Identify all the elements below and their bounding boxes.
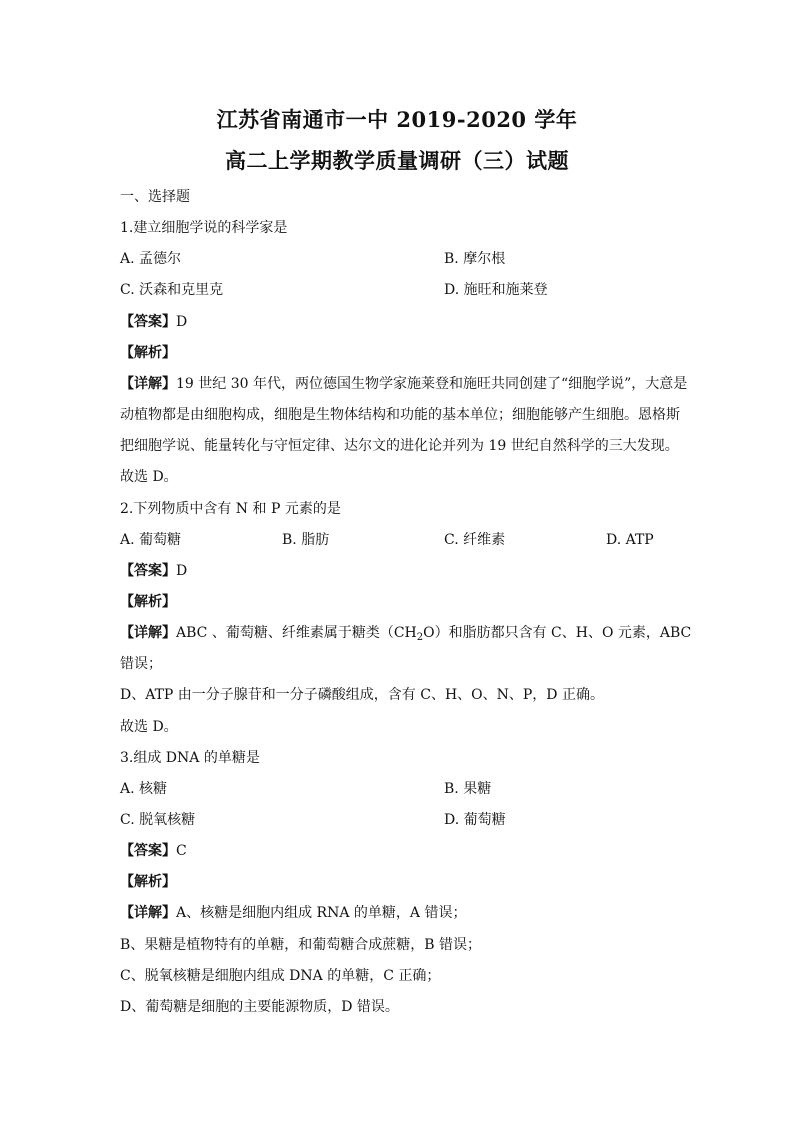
q3-option-a: A. 核糖 bbox=[120, 781, 168, 797]
document-title-line1: 江苏省南通市一中 2019-2020 学年 bbox=[216, 107, 578, 132]
q2-answer bbox=[120, 562, 187, 580]
q1-answer bbox=[120, 313, 187, 331]
q3-detail-text-3: C、脱氧核糖是细胞内组成 DNA 的单糖，C 正确； bbox=[120, 968, 441, 984]
q3-detail-text-4: D、葡萄糖是细胞的主要能源物质，D 错误。 bbox=[120, 999, 399, 1015]
answer-value: C bbox=[176, 843, 187, 859]
q3-detail-text-2: B、果糖是植物特有的单糖，和葡萄糖合成蔗糖，B 错误； bbox=[120, 937, 482, 953]
q2-option-b: B. 脂肪 bbox=[282, 532, 330, 548]
q1-detail-text-3: 把细胞学说、能量转化与守恒定律、达尔文的进化论并列为 19 世纪自然科学的三大发现。 bbox=[120, 438, 679, 454]
q2-option-c: C. 纤维素 bbox=[444, 532, 506, 548]
q2-detail-text-3: D、ATP 由一分子腺苷和一分子磷酸组成，含有 C、H、O、N、P，D 正确。 bbox=[120, 687, 604, 703]
q1-stem: 1.建立细胞学说的科学家是 bbox=[120, 220, 288, 236]
detail-tag: 【详解】 bbox=[120, 376, 176, 392]
q2-detail-line bbox=[120, 624, 691, 642]
q3-detail-line bbox=[120, 904, 466, 922]
q1-option-a: A. 孟德尔 bbox=[120, 251, 182, 267]
q2-option-d: D. ATP bbox=[606, 532, 654, 548]
q1-detail-text-2: 动植物都是由细胞构成，细胞是生物体结构和功能的基本单位；细胞能够产生细胞。恩格斯 bbox=[120, 407, 680, 423]
q2-detail-text-b: O）和脂肪都只含有 C、H、O 元素，ABC bbox=[423, 625, 692, 641]
q1-analysis-tag: 【解析】 bbox=[120, 345, 176, 361]
q2-option-a: A. 葡萄糖 bbox=[120, 532, 182, 548]
answer-tag: 【答案】 bbox=[120, 563, 176, 579]
q1-detail-line bbox=[120, 375, 687, 393]
q2-detail-text-a: ABC 、葡萄糖、纤维素属于糖类（CH bbox=[176, 625, 417, 641]
section-heading: 一、选择题 bbox=[120, 189, 190, 205]
q2-stem: 2.下列物质中含有 N 和 P 元素的是 bbox=[120, 501, 341, 517]
detail-tag: 【详解】 bbox=[120, 905, 176, 921]
answer-value: D bbox=[176, 563, 188, 579]
q3-analysis-tag: 【解析】 bbox=[120, 874, 176, 890]
q3-detail-text-1: A、核糖是细胞内组成 RNA 的单糖，A 错误； bbox=[176, 905, 467, 921]
q2-analysis-tag: 【解析】 bbox=[120, 594, 176, 610]
q1-option-d: D. 施旺和施莱登 bbox=[444, 282, 548, 298]
q2-detail-text-2: 错误； bbox=[120, 656, 162, 672]
q2-detail-subscript: 2 bbox=[416, 632, 424, 643]
q3-option-d: D. 葡萄糖 bbox=[444, 812, 506, 828]
answer-tag: 【答案】 bbox=[120, 843, 176, 859]
q3-option-c: C. 脱氧核糖 bbox=[120, 812, 196, 828]
document-title-line2: 高二上学期教学质量调研（三）试题 bbox=[225, 148, 569, 173]
detail-tag: 【详解】 bbox=[120, 625, 176, 641]
answer-tag: 【答案】 bbox=[120, 314, 176, 330]
q1-conclusion: 故选 D。 bbox=[120, 469, 178, 485]
q3-answer bbox=[120, 842, 187, 860]
answer-value: D bbox=[176, 314, 188, 330]
q1-detail-text-1: 19 世纪 30 年代，两位德国生物学家施莱登和施旺共同创建了“细胞学说”，大意是 bbox=[176, 376, 688, 392]
q1-option-b: B. 摩尔根 bbox=[444, 251, 506, 267]
q1-option-c: C. 沃森和克里克 bbox=[120, 282, 224, 298]
q3-stem: 3.组成 DNA 的单糖是 bbox=[120, 750, 260, 766]
q2-conclusion: 故选 D。 bbox=[120, 719, 178, 735]
q3-option-b: B. 果糖 bbox=[444, 781, 492, 797]
